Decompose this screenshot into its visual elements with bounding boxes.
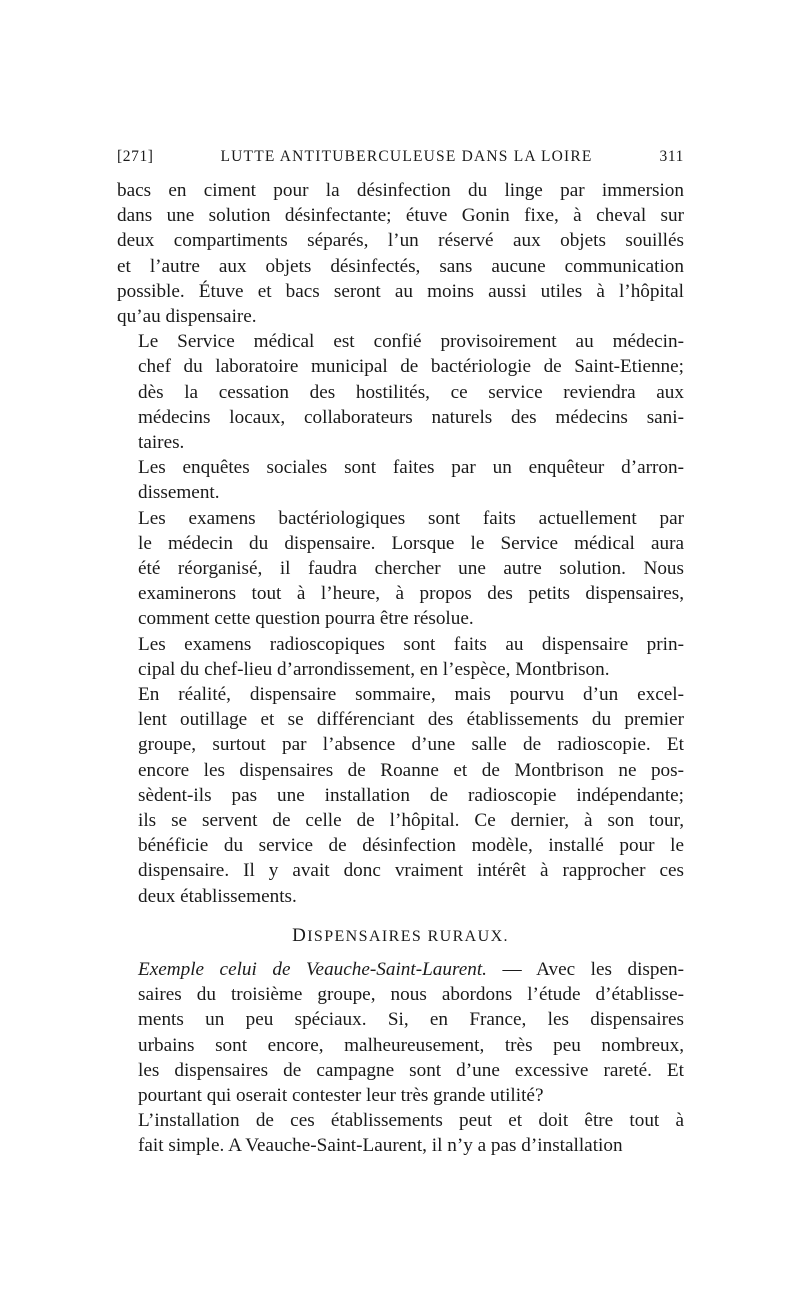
- text-line: qu’au dispensaire.: [117, 306, 257, 328]
- text-line: taires.: [138, 432, 185, 454]
- text-line: deux compartiments séparés, l’un réservé aux objets souillés: [117, 230, 684, 252]
- text-line: urbains sont encore, malheureusement, très peu nombreux,: [138, 1034, 684, 1056]
- paragraph: [117, 632, 684, 682]
- text-line: ments un peu spéciaux. Si, en France, les dispensaires: [138, 1009, 684, 1031]
- text-line: L’installation de ces établissements peut et doit être tout à: [138, 1110, 684, 1132]
- text-line: Les examens bactériologiques sont faits actuellement par: [138, 507, 684, 529]
- paragraph: [117, 957, 684, 1108]
- text-line: chef du laboratoire municipal de bactériologie de Saint-Etienne;: [138, 356, 684, 378]
- text-line: dès la cessation des hostilités, ce service reviendra aux: [138, 381, 684, 403]
- text-line: bacs en ciment pour la désinfection du linge par immersion: [117, 180, 684, 201]
- text-line: comment cette question pourra être résolue.: [138, 608, 474, 630]
- text-line: possible. Étuve et bacs seront au moins aussi utiles à l’hôpital: [117, 280, 684, 302]
- section-heading-rest: ISPENSAIRES RURAUX.: [307, 927, 509, 945]
- text-line: encore les dispensaires de Roanne et de Montbrison ne pos-: [138, 759, 684, 781]
- paragraph: [117, 682, 684, 909]
- paragraph: [117, 178, 684, 329]
- text-line: Le Service médical est confié provisoirement au médecin-: [138, 331, 684, 353]
- book-page: [117, 148, 684, 1159]
- text-line: cipal du chef-lieu d’arrondissement, en l’espèce, Montbrison.: [138, 658, 610, 680]
- running-head: [117, 148, 684, 172]
- text-line: dissement.: [138, 482, 220, 504]
- text-line: Les enquêtes sociales sont faites par un enquêteur d’arron-: [138, 457, 684, 479]
- page-number: 311: [659, 148, 684, 165]
- text-line: sèdent-ils pas une installation de radioscopie indépendante;: [138, 784, 684, 806]
- section-heading: [117, 924, 684, 949]
- text-line: deux établissements.: [138, 885, 297, 907]
- body-text: [117, 178, 684, 1159]
- lead-rest: — Avec les dispen-: [486, 958, 684, 980]
- text-line: En réalité, dispensaire sommaire, mais pourvu d’un excel-: [138, 684, 684, 706]
- text-line: pourtant qui oserait contester leur très grande utilité?: [138, 1084, 544, 1106]
- text-line: bénéficie du service de désinfection modèle, installé pour le: [138, 835, 684, 857]
- text-line: médecins locaux, collaborateurs naturels des médecins sani-: [138, 406, 684, 428]
- text-line: fait simple. A Veauche-Saint-Laurent, il n’y a pas d’installation: [138, 1135, 623, 1157]
- paragraph: [117, 329, 684, 455]
- paragraph: [117, 455, 684, 505]
- text-line: saires du troisième groupe, nous abordons l’étude d’établisse-: [138, 984, 684, 1006]
- text-line: été réorganisé, il faudra chercher une autre solution. Nous: [138, 558, 684, 580]
- text-line: le médecin du dispensaire. Lorsque le Service médical aura: [138, 532, 684, 554]
- text-line: ils se servent de celle de l’hôpital. Ce dernier, à son tour,: [138, 810, 684, 832]
- section-heading-initial: D: [292, 924, 308, 946]
- text-line: et l’autre aux objets désinfectés, sans aucune communication: [117, 255, 684, 277]
- text-line: dans une solution désinfectante; étuve Gonin fixe, à cheval sur: [117, 205, 684, 227]
- text-line: dispensaire. Il y avait donc vraiment intérêt à rapprocher ces: [138, 860, 684, 882]
- running-title: LUTTE ANTITUBERCULEUSE DANS LA LOIRE: [220, 148, 593, 165]
- text-line: [117, 957, 684, 982]
- text-line: lent outillage et se différenciant des établissements du premier: [138, 709, 684, 731]
- page-reference: [271]: [117, 148, 154, 165]
- text-line: les dispensaires de campagne sont d’une excessive rareté. Et: [138, 1059, 684, 1081]
- italic-lead: Exemple celui de Veauche-Saint-Laurent.: [138, 958, 487, 980]
- paragraph: [117, 1108, 684, 1158]
- text-line: examinerons tout à l’heure, à propos des petits dispensaires,: [138, 583, 684, 605]
- text-line: groupe, surtout par l’absence d’une salle de radioscopie. Et: [138, 734, 684, 756]
- paragraph: [117, 506, 684, 632]
- text-line: Les examens radioscopiques sont faits au dispensaire prin-: [138, 633, 684, 655]
